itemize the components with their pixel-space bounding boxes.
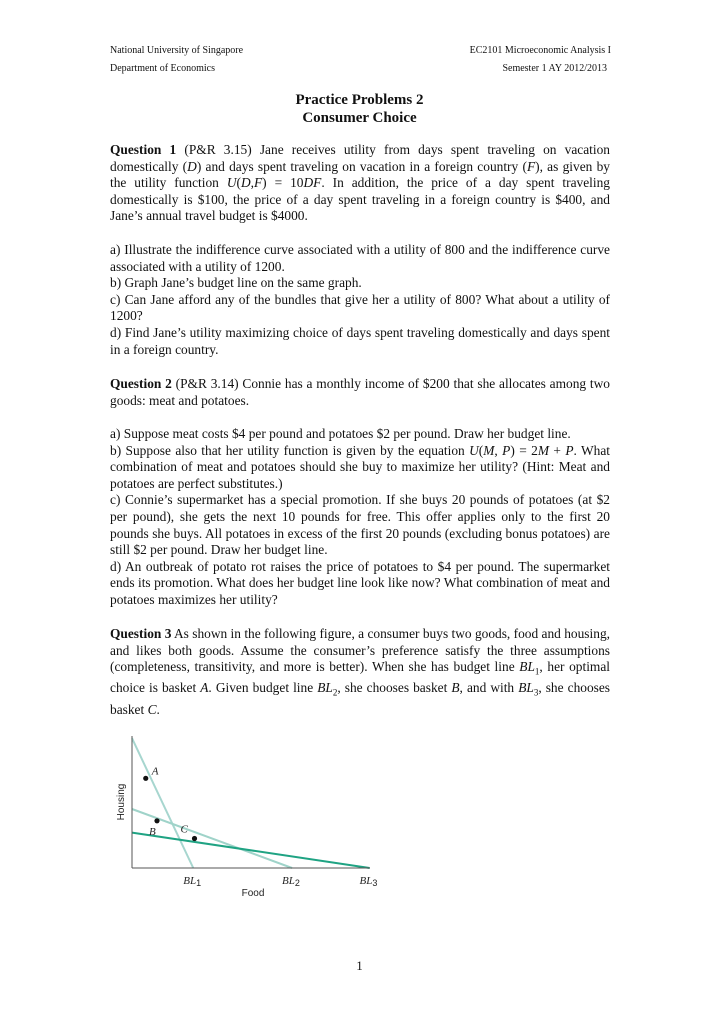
text-run: , and with [459,680,519,696]
question-2-label: Question 2 [110,376,172,391]
text-run: U [226,175,237,191]
basket-label-a: A [151,765,159,778]
text-run: F [253,175,263,191]
text-run: A [200,680,209,696]
text-run: F [526,158,536,174]
text-run: , she chooses basket [110,680,611,717]
y-axis-label: Housing [116,783,127,821]
question-3-label: Question 3 [110,626,172,641]
question-2 [110,376,610,409]
header-semester: Semester 1 AY 2012/2013 [502,63,607,74]
basket-point-a [143,776,148,781]
text-run: M [483,442,495,458]
question-2-part-a: a) Suppose meat costs $4 per pound and potatoes $2 per pound. Draw her budget line. [110,426,571,441]
text-run: 3 [533,688,539,699]
text-run: . [156,701,160,717]
text-run: 1 [534,666,540,677]
header-university: National University of Singapore [110,45,244,56]
budget-line-label-1: BL1 [183,875,202,888]
basket-label-c: C [180,823,188,836]
budget-line-3 [132,833,370,868]
question-1 [110,142,610,225]
budget-line-2 [132,809,292,868]
text-run: C [147,701,157,717]
text-run: , she chooses basket [337,680,452,696]
budget-line-label-2: BL2 [282,875,300,888]
text-run: . Given budget line [208,680,318,696]
text-run: D [187,158,197,174]
budget-line-1 [132,738,193,868]
text-run: BL [519,659,535,675]
budget-line-label-3: BL3 [359,875,378,888]
header-department: Department of Economics [110,63,215,74]
text-run: . In addition, the price of a day spent traveling domestically is $100, the price of a day spent traveling in a foreign country is $400, and Jane’s annual travel budget is $4000. [110,175,610,224]
question-1-part-d: d) Find Jane’s utility maximizing choice of days spent traveling domestically and days spent in a foreign country. [110,324,610,357]
question-1-stem [110,142,610,225]
text-run: U [469,442,479,458]
basket-point-b [154,818,159,823]
text-run: BL [518,680,534,696]
text-run: b) Suppose also that her utility function is given by the equation [110,442,470,458]
question-3-text [110,626,610,717]
basket-label-b: B [149,825,156,838]
question-1-part-c: c) Can Jane afford any of the bundles that give her a utility of 800? What about a utility of 1200? [110,291,610,324]
page-subtitle: Consumer Choice [302,110,417,126]
budget-line-figure [100,728,400,908]
question-2-text: (P&R 3.14) Connie has a monthly income of $200 that she allocates among two goods: meat and potatoes. [110,376,610,408]
text-run: (P&R 3.15) Jane receives utility from days spent traveling on vacation domestically ( [110,142,610,174]
question-2-part-b [110,443,610,493]
text-run: , [494,442,503,458]
question-2-stem [110,376,610,409]
question-1-text [110,142,610,223]
text-run: ( [478,442,484,458]
question-3 [110,626,610,718]
text-run: ), as given by the utility function [110,158,610,191]
question-1-part-b: b) Graph Jane’s budget line on the same graph. [110,275,362,291]
text-run: + [548,442,566,458]
question-2-parts [110,426,610,609]
text-run: DF [303,175,322,191]
question-1-parts [110,242,610,358]
text-run: 2 [332,688,338,699]
text-run: P [502,442,511,458]
question-1-part-a: a) Illustrate the indifference curve associated with a utility of 800 and the indifference curve associated with a utility of 1200. [110,242,610,274]
text-run: , [250,175,254,191]
text-run: ) = 10 [262,175,304,191]
text-run: . What combination of meat and potatoes should she buy to maximize her utility? (Hint: Meat and potatoes are perfect substitutes.) [110,442,611,491]
text-run: BL [317,680,333,696]
text-run: ) and days spent traveling on vacation in a foreign country ( [196,158,527,174]
question-1-label: Question 1 [110,142,177,157]
x-axis-label: Food [241,888,265,899]
page-number: 1 [356,958,363,973]
question-2-part-d: d) An outbreak of potato rot raises the price of potatoes to $4 per pound. The supermarket ends its promotion. What does her budget line look like now? What combination of meat and potatoes maximizes her utility? [110,558,610,607]
header-course: EC2101 Microeconomic Analysis I [469,45,611,56]
text-run: D [240,175,251,191]
basket-point-c [192,836,197,841]
question-3-stem [110,626,610,718]
text-run: P [565,442,574,458]
text-run: As shown in the following figure, a consumer buys two goods, food and housing, and likes both goods. Assume the consumer’s preference satisfy the three assumptions (completeness, transitivity, and more is better). When she has budget line [110,626,610,675]
text-run: ( [236,175,241,191]
text-run: B [451,680,460,696]
text-run: , her optimal choice is basket [110,659,610,696]
text-run: ) = 2 [510,442,538,458]
page-title: Practice Problems 2 [295,92,424,108]
text-run: M [537,442,549,458]
question-2-part-c: c) Connie’s supermarket has a special promotion. If she buys 20 pounds of potatoes (at $2 per pound), she gets the next 10 pounds for free. This offer applies only to the first 20 pounds she buys. All potatoes in excess of the first 20 pounds (excluding bonus potatoes) are still $2 per pound. Draw her budget line. [110,492,610,558]
